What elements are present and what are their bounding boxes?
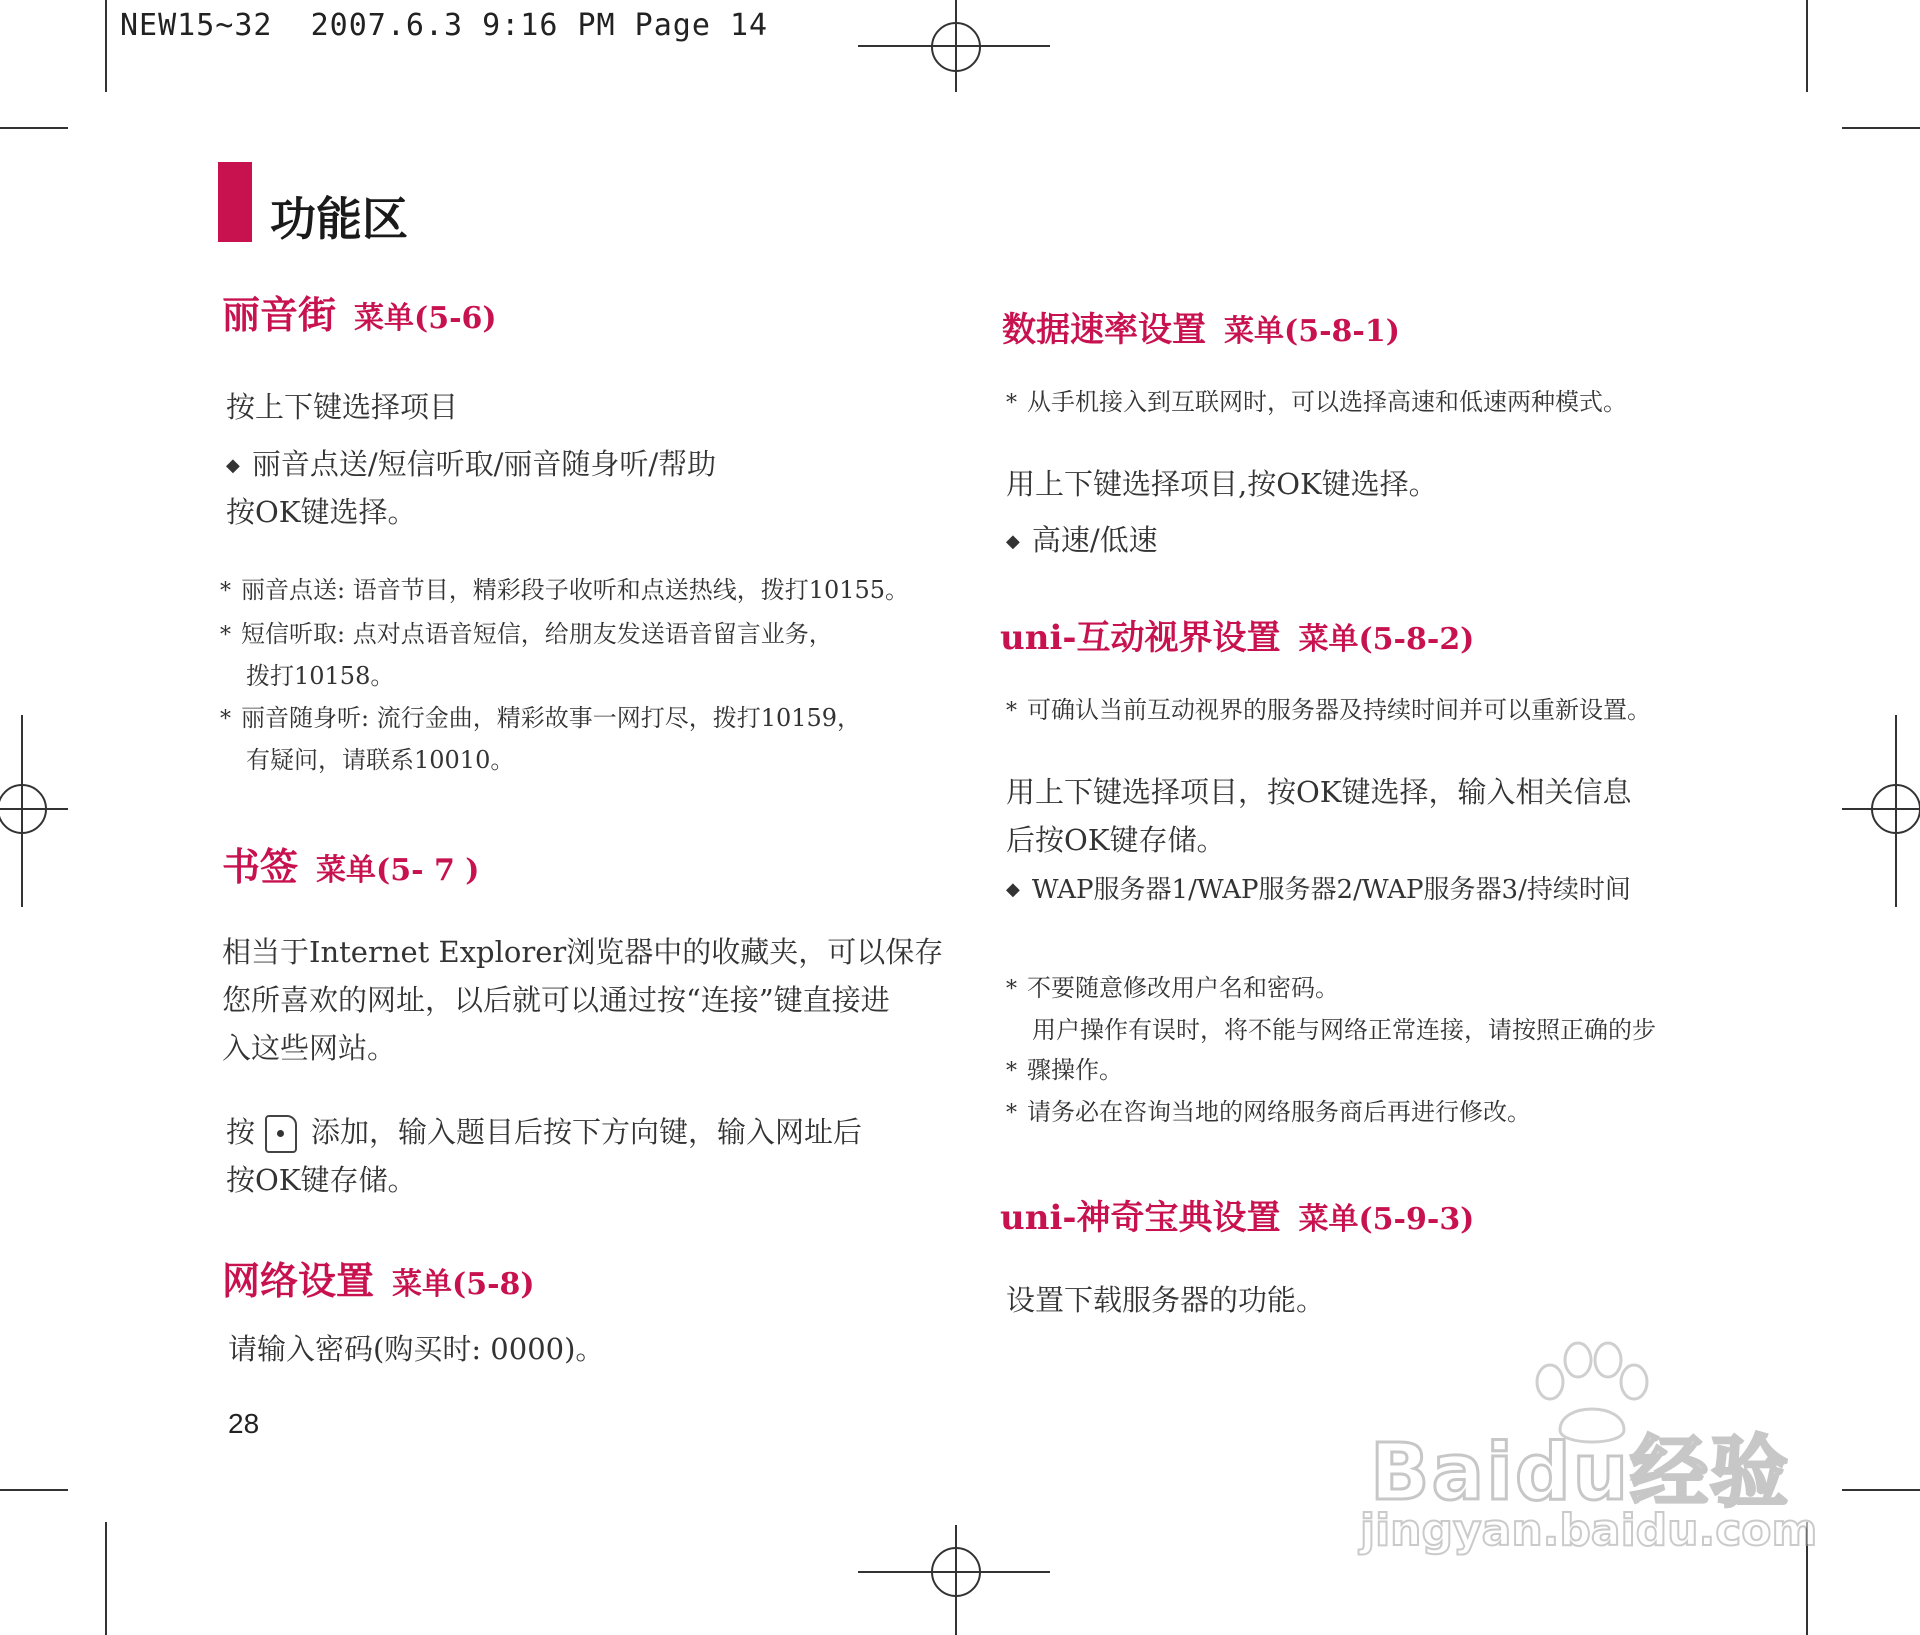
section-heading-uni-interactive	[1000, 610, 1474, 659]
note-item: * 丽音点送: 语音节目，精彩段子收听和点送热线，拨打10155。	[220, 576, 910, 604]
note-item: * 从手机接入到互联网时，可以选择高速和低速两种模式。	[1006, 388, 1627, 416]
notes-list	[1006, 968, 1656, 1134]
note-item: * 请务必在咨询当地的网络服务商后再进行修改。	[1006, 1098, 1531, 1126]
section-heading-liyinjie	[222, 284, 497, 339]
instruction-text: 用上下键选择项目，按OK键选择，输入相关信息 后按OK键存储。	[1006, 775, 1632, 857]
watermark-logo: Baidu经验	[1370, 1428, 1791, 1518]
menu-code: 菜单(5-8)	[392, 1267, 535, 1302]
instruction-text: 按上下键选择项目	[226, 390, 459, 424]
option-list: ◆ WAP服务器1/WAP服务器2/WAP服务器3/持续时间	[1006, 866, 1631, 917]
option-list: ◆ 丽音点送/短信听取/丽音随身听/帮助	[226, 440, 716, 493]
bookmark-description: 相当于Internet Explorer浏览器中的收藏夹，可以保存 您所喜欢的网址，以后就可以通过按“连接”键直接进 入这些网站。	[222, 935, 944, 1065]
instruction-text: 用上下键选择项目,按OK键选择。	[1006, 467, 1438, 501]
note-item: * 短信听取: 点对点语音短信，给朋友发送语音留言业务，	[220, 620, 833, 648]
menu-code: 菜单(5-9-3)	[1298, 1202, 1475, 1237]
section-title: 丽音街	[222, 292, 337, 337]
note-item: * 骤操作。	[1006, 1056, 1123, 1084]
section-heading-bookmark	[222, 836, 480, 891]
baidu-watermark	[1350, 1340, 1820, 1570]
section-title: 书签	[222, 844, 299, 889]
section-title: uni-互动视界设置	[1000, 618, 1281, 658]
section-heading-network	[222, 1250, 535, 1305]
note-item: * 丽音随身听: 流行金曲，精彩故事一网打尽，拨打10159，	[220, 704, 862, 732]
instruction-text: 按OK键选择。	[226, 495, 417, 529]
menu-code: 菜单(5-6)	[354, 301, 497, 336]
note-item: 有疑问，请联系10010。	[246, 746, 515, 774]
note-item: 用户操作有误时，将不能与网络正常连接，请按照正确的步	[1032, 1016, 1656, 1044]
note-item: * 不要随意修改用户名和密码。	[1006, 974, 1339, 1002]
watermark-url: jingyan.baidu.com	[1360, 1505, 1818, 1556]
title-accent-bar	[218, 162, 252, 242]
print-header: NEW15~32 2007.6.3 9:16 PM Page 14	[120, 8, 769, 43]
notes-list	[220, 570, 909, 780]
option-list: ◆ 高速/低速	[1006, 516, 1158, 569]
section-title: 数据速率设置	[1002, 310, 1206, 350]
password-instruction: 请输入密码(购买时: 0000)。	[228, 1332, 605, 1366]
menu-code: 菜单(5-8-2)	[1298, 622, 1475, 657]
page-title: 功能区	[270, 192, 408, 246]
bookmark-add-instruction: 按 添加，输入题目后按下方向键，输入网址后 按OK键存储。	[226, 1115, 863, 1197]
note-item: * 可确认当前互动视界的服务器及持续时间并可以重新设置。	[1006, 696, 1651, 724]
section-title: uni-神奇宝典设置	[1000, 1198, 1281, 1238]
page-number: 28	[228, 1408, 260, 1439]
menu-key-icon	[265, 1115, 297, 1153]
menu-code: 菜单(5-8-1)	[1224, 314, 1400, 349]
menu-code: 菜单(5- 7 )	[316, 853, 480, 888]
section-heading-data-rate	[1002, 302, 1400, 351]
section-heading-uni-magic	[1000, 1190, 1474, 1239]
section-title: 网络设置	[222, 1258, 375, 1303]
download-server-text: 设置下载服务器的功能。	[1006, 1283, 1326, 1317]
note-item: 拨打10158。	[246, 662, 395, 690]
